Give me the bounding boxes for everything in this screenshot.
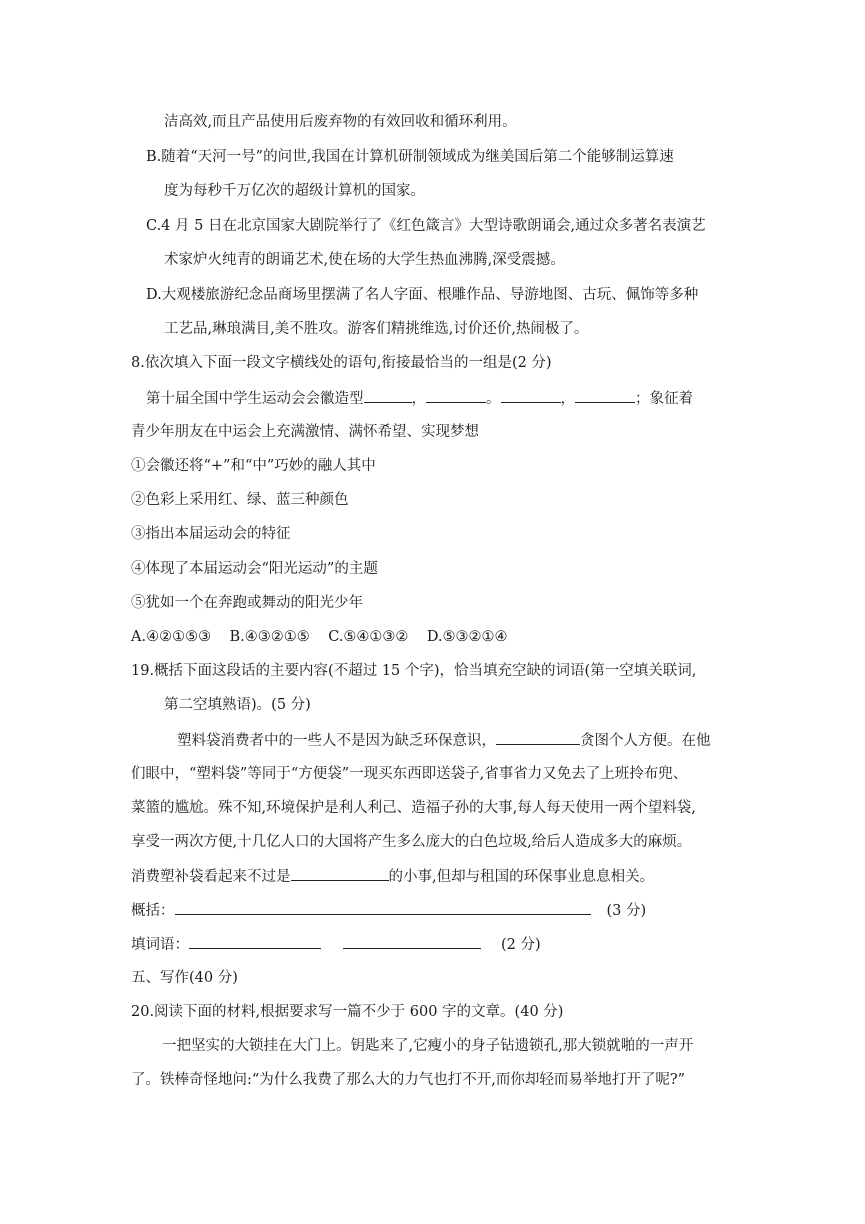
q19-passage-line4: 享受一两次方便,十几亿人口的大国将产生多么庞大的白色垃圾,给后人造成多大的麻烦。: [131, 834, 692, 850]
q8-option-2: ②色彩上采用红、绿、蓝三种颜色: [131, 492, 349, 508]
q8-stem: 8.依次填入下面一段文字横线处的语句,衔接最恰当的一组是(2 分): [131, 355, 552, 371]
q19-passage-5b: 的小事,但却与租国的环保事业息息相关。: [388, 869, 655, 885]
q19-word-blank-2[interactable]: [343, 934, 481, 949]
section-5-heading: 五、写作(40 分): [131, 970, 238, 986]
q8-option-4: ④体现了本届运动会“阳光运动”的主题: [131, 561, 378, 577]
q19-passage-1b: 贪图个人方便。在他: [580, 733, 711, 749]
q7-option-b-line1: B.随着“天河一号”的问世,我国在计算机研制领域成为继美国后第二个能够制运算速: [146, 149, 674, 165]
q19-passage-line5: [131, 866, 654, 887]
q8-passage-line1: [146, 388, 693, 409]
q8-passage-line2: 青少年朋友在中运会上充满激情、满怀希望、实现梦想: [131, 424, 479, 440]
q19-summary-label: 概括：: [131, 903, 175, 919]
q8-choices: A.④②①⑤③ B.④③②①⑤ C.⑤④①③② D.⑤③②①④: [131, 629, 508, 645]
q8-option-1: ①会徽还将“+”和“中”巧妙的融人其中: [131, 458, 376, 474]
q19-blank-conjunction[interactable]: [496, 730, 580, 745]
q8-comma-1: ，: [411, 391, 426, 407]
q8-blank-1[interactable]: [364, 388, 412, 403]
q19-blank-idiom[interactable]: [291, 866, 389, 881]
q20-material-line1: 一把坚实的大锁挂在大门上。钥匙来了,它瘦小的身子钻遗锁孔,那大锁就啪的一声开: [162, 1038, 694, 1054]
q20-stem: 20.阅读下面的材料,根据要求写一篇不少于 600 字的文章。(40 分): [131, 1004, 564, 1020]
q19-words-label: 填词语：: [131, 937, 189, 953]
q8-blank-4[interactable]: [575, 388, 635, 403]
q7-option-c-line2: 术家炉火纯青的朗诵艺术,使在场的大学生热血沸腾,深受震撼。: [164, 252, 565, 268]
q19-passage-1a: 塑料袋消费者中的一些人不是因为缺乏环保意识，: [177, 733, 496, 749]
q7-option-d-line1: D.大观楼旅游纪念品商场里摆满了名人字面、根雕作品、导游地图、古玩、佩饰等多种: [146, 287, 699, 303]
q7-option-d-line2: 工艺品,琳琅满目,美不胜攻。游客们精挑维选,讨价还价,热闹极了。: [164, 321, 589, 337]
q19-summary-row: [131, 900, 646, 921]
q8-passage-start: 第十届全国中学生运动会会徽造型: [146, 391, 364, 407]
q7-option-a-continued: 洁高效,而且产品使用后废弃物的有效回收和循环利用。: [164, 114, 517, 130]
q19-words-row: [131, 934, 541, 955]
q19-summary-blank[interactable]: [175, 900, 591, 915]
q19-words-score: (2 分): [501, 937, 541, 953]
q19-stem-line1: 19.概括下面这段话的主要内容(不超过 15 个字)，恰当填充空缺的词语(第一空填关联词,: [131, 663, 697, 679]
q8-period: 。: [486, 391, 501, 407]
q19-stem-line2: 第二空填熟语)。(5 分): [164, 697, 311, 713]
q20-material-line2: 了。铁棒奇怪地问:“为什么我费了那么大的力气也打不开,而你却轻而易举地打开了呢?”: [131, 1072, 686, 1088]
q8-option-5: ⑤犹如一个在奔跑或舞动的阳光少年: [131, 595, 363, 611]
q7-option-b-line2: 度为每秒千万亿次的超级计算机的国家。: [164, 183, 425, 199]
q19-passage-line2: 们眼中，“塑料袋”等同于“方便袋”一现买东西即送袋子,省事省力又免去了上班拎布兜、: [131, 766, 688, 782]
q7-option-c-line1: C.4 月 5 日在北京国家大剧院举行了《红色箴言》大型诗歌朗诵会,通过众多著名表演艺: [146, 218, 706, 234]
q8-blank-2[interactable]: [426, 388, 486, 403]
q19-passage-line1: [177, 730, 711, 751]
q19-passage-line3: 菜篮的尴尬。殊不知,环境保护是利人利己、造福子孙的大事,每人每天使用一两个望料袋,: [131, 800, 696, 816]
q8-comma-2: ，: [560, 391, 575, 407]
q8-semicolon-tail: ；象征着: [635, 391, 693, 407]
q19-word-blank-1[interactable]: [189, 934, 321, 949]
q19-summary-score: (3 分): [606, 903, 647, 919]
q8-blank-3[interactable]: [501, 388, 561, 403]
q19-passage-5a: 消费塑补袋看起来不过是: [131, 869, 291, 885]
q8-option-3: ③指出本届运动会的特征: [131, 526, 291, 542]
